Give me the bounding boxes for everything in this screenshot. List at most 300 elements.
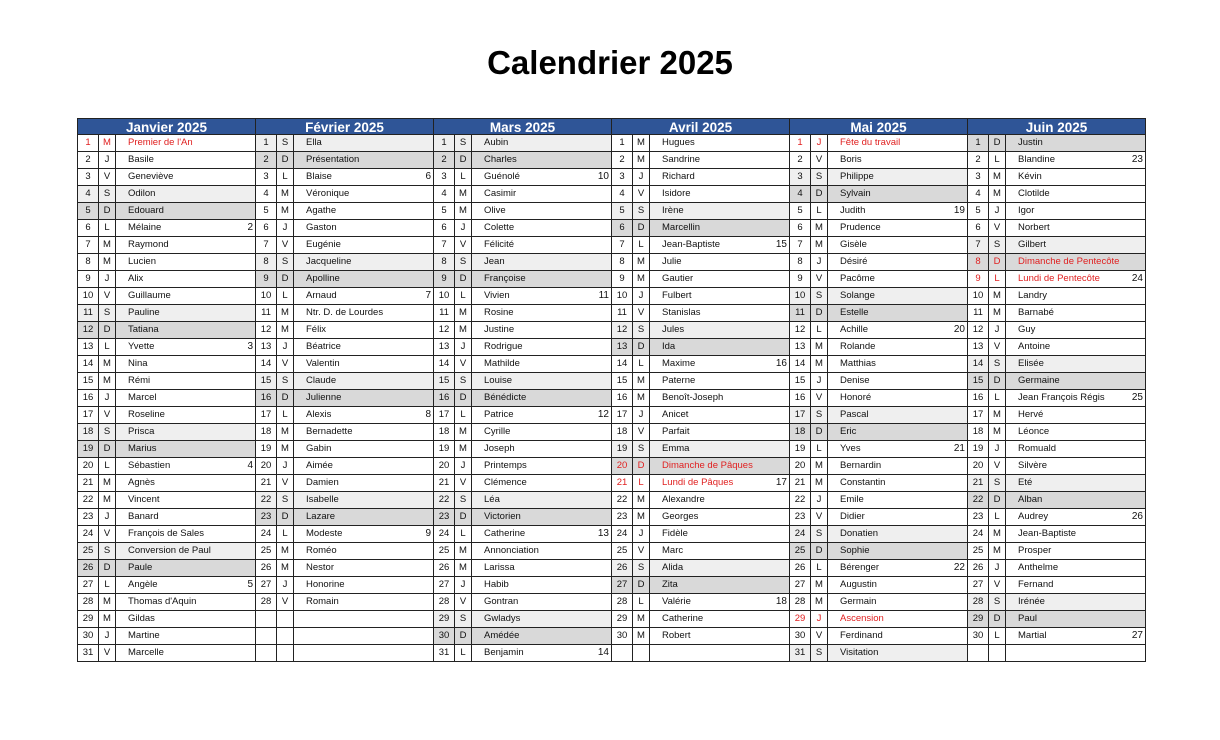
saint-name: Gontran <box>484 596 519 607</box>
saint-name: Augustin <box>840 579 877 590</box>
saint-name: Audrey <box>1018 511 1049 522</box>
saint-name: Richard <box>662 171 695 182</box>
saint-name: Banard <box>128 511 159 522</box>
day-row <box>434 492 611 509</box>
day-number: 11 <box>256 305 277 321</box>
empty-cell <box>650 645 789 661</box>
day-number: 6 <box>612 220 633 236</box>
day-row <box>434 220 611 237</box>
saint-name: Alida <box>662 562 684 573</box>
day-row <box>790 356 967 373</box>
day-number: 19 <box>612 441 633 457</box>
day-row <box>968 390 1145 407</box>
day-cell <box>1006 271 1145 287</box>
day-row <box>256 169 433 186</box>
weekday-letter: M <box>99 492 116 508</box>
saint-name: Martial <box>1018 630 1047 641</box>
day-row <box>790 237 967 254</box>
day-row <box>790 220 967 237</box>
day-number: 15 <box>256 373 277 389</box>
day-cell <box>828 152 967 168</box>
weekday-letter: M <box>455 186 472 202</box>
day-cell <box>294 560 433 576</box>
day-cell <box>650 254 789 270</box>
day-row <box>790 441 967 458</box>
day-row <box>968 271 1145 288</box>
day-cell <box>650 492 789 508</box>
saint-name: Marcellin <box>662 222 701 233</box>
weekday-letter: J <box>989 560 1006 576</box>
day-number: 16 <box>78 390 99 406</box>
day-number: 5 <box>968 203 989 219</box>
weekday-letter: M <box>811 356 828 372</box>
day-cell <box>828 237 967 253</box>
day-number: 8 <box>612 254 633 270</box>
day-number: 29 <box>968 611 989 627</box>
day-cell <box>828 254 967 270</box>
day-number: 8 <box>78 254 99 270</box>
day-cell <box>650 560 789 576</box>
day-row <box>968 220 1145 237</box>
weekday-letter: J <box>99 271 116 287</box>
weekday-letter: S <box>99 424 116 440</box>
saint-name: Dimanche de Pâques <box>662 460 753 471</box>
saint-name: Isidore <box>662 188 691 199</box>
day-number: 21 <box>78 475 99 491</box>
day-row <box>256 475 433 492</box>
saint-name: Julie <box>662 256 682 267</box>
day-number: 1 <box>78 135 99 151</box>
day-cell <box>294 186 433 202</box>
day-number: 23 <box>612 509 633 525</box>
day-row <box>256 458 433 475</box>
day-cell <box>116 543 255 559</box>
weekday-letter: S <box>99 305 116 321</box>
day-number: 28 <box>968 594 989 610</box>
day-cell <box>472 152 611 168</box>
day-number: 28 <box>790 594 811 610</box>
day-cell <box>472 237 611 253</box>
weekday-letter: M <box>633 390 650 406</box>
day-number: 18 <box>612 424 633 440</box>
day-cell <box>472 271 611 287</box>
saint-name: Aubin <box>484 137 509 148</box>
saint-name: Catherine <box>662 613 704 624</box>
weekday-letter: J <box>99 390 116 406</box>
day-number: 25 <box>434 543 455 559</box>
day-row <box>78 441 255 458</box>
day-row <box>968 560 1145 577</box>
day-number: 18 <box>790 424 811 440</box>
day-number: 29 <box>434 611 455 627</box>
day-cell <box>472 594 611 610</box>
day-number: 17 <box>78 407 99 423</box>
day-cell <box>116 594 255 610</box>
day-number: 27 <box>256 577 277 593</box>
day-cell <box>650 577 789 593</box>
day-number: 28 <box>612 594 633 610</box>
day-number: 8 <box>256 254 277 270</box>
day-number: 30 <box>78 628 99 644</box>
day-number: 1 <box>434 135 455 151</box>
empty-cell <box>294 645 433 661</box>
day-cell <box>472 288 611 304</box>
day-number: 6 <box>434 220 455 236</box>
day-row <box>612 628 789 645</box>
day-row <box>78 356 255 373</box>
day-number: 21 <box>790 475 811 491</box>
saint-name: Solange <box>840 290 875 301</box>
day-number: 2 <box>968 152 989 168</box>
day-number: 13 <box>434 339 455 355</box>
day-cell <box>650 305 789 321</box>
weekday-letter: J <box>633 526 650 542</box>
weekday-letter: M <box>277 322 294 338</box>
day-row <box>612 424 789 441</box>
weekday-letter: L <box>99 577 116 593</box>
day-number: 26 <box>434 560 455 576</box>
day-cell <box>1006 492 1145 508</box>
saint-name: Donatien <box>840 528 879 539</box>
day-row <box>612 645 789 662</box>
day-number: 2 <box>790 152 811 168</box>
saint-name: Fidèle <box>662 528 688 539</box>
weekday-letter: L <box>811 322 828 338</box>
weekday-letter: D <box>811 186 828 202</box>
saint-name: Visitation <box>840 647 879 658</box>
saint-name: Kévin <box>1018 171 1042 182</box>
saint-name: Victorien <box>484 511 521 522</box>
day-cell <box>828 509 967 525</box>
day-cell <box>294 543 433 559</box>
saint-name: Rémi <box>128 375 151 386</box>
weekday-letter: D <box>989 254 1006 270</box>
weekday-letter: L <box>633 356 650 372</box>
weekday-letter: M <box>99 594 116 610</box>
day-cell <box>472 475 611 491</box>
day-number: 30 <box>612 628 633 644</box>
day-row <box>790 135 967 152</box>
saint-name: Ella <box>306 137 322 148</box>
day-row <box>612 407 789 424</box>
day-number: 30 <box>434 628 455 644</box>
day-number: 26 <box>256 560 277 576</box>
empty-cell <box>277 611 294 627</box>
day-row <box>256 424 433 441</box>
weekday-letter: M <box>633 509 650 525</box>
saint-name: Igor <box>1018 205 1035 216</box>
day-row <box>434 458 611 475</box>
weekday-letter: M <box>989 186 1006 202</box>
empty-cell <box>612 645 633 661</box>
saint-name: Lundi de Pâques <box>662 477 734 488</box>
day-cell <box>650 288 789 304</box>
day-cell <box>472 492 611 508</box>
day-row <box>968 407 1145 424</box>
weekday-letter: V <box>811 390 828 406</box>
day-number: 9 <box>790 271 811 287</box>
weekday-letter: D <box>989 611 1006 627</box>
day-cell <box>1006 543 1145 559</box>
day-number: 16 <box>790 390 811 406</box>
saint-name: Rolande <box>840 341 876 352</box>
saint-name: Clémence <box>484 477 527 488</box>
saint-name: Agnès <box>128 477 155 488</box>
day-row <box>434 645 611 662</box>
day-row <box>612 237 789 254</box>
day-row <box>968 611 1145 628</box>
day-number: 12 <box>612 322 633 338</box>
weekday-letter: D <box>455 509 472 525</box>
day-cell <box>828 373 967 389</box>
day-row <box>790 594 967 611</box>
day-cell <box>828 288 967 304</box>
weekday-letter: S <box>277 373 294 389</box>
saint-name: Françoise <box>484 273 526 284</box>
weekday-letter: S <box>811 169 828 185</box>
day-row <box>78 203 255 220</box>
day-number: 6 <box>968 220 989 236</box>
day-row <box>256 526 433 543</box>
day-row <box>612 594 789 611</box>
day-row <box>612 509 789 526</box>
day-row <box>968 305 1145 322</box>
saint-name: Lucien <box>128 256 156 267</box>
day-number: 27 <box>434 577 455 593</box>
weekday-letter: L <box>633 237 650 253</box>
day-cell <box>1006 135 1145 151</box>
day-cell <box>116 305 255 321</box>
day-cell <box>116 373 255 389</box>
day-number: 5 <box>78 203 99 219</box>
day-cell <box>1006 254 1145 270</box>
day-number: 12 <box>790 322 811 338</box>
day-number: 12 <box>78 322 99 338</box>
day-cell <box>472 407 611 423</box>
day-cell <box>472 373 611 389</box>
weekday-letter: S <box>455 254 472 270</box>
day-row <box>968 322 1145 339</box>
saint-name: Martine <box>128 630 160 641</box>
weekday-letter: L <box>989 390 1006 406</box>
day-cell <box>116 509 255 525</box>
weekday-letter: D <box>277 390 294 406</box>
weekday-letter: M <box>811 577 828 593</box>
day-number: 20 <box>790 458 811 474</box>
day-row <box>968 628 1145 645</box>
weekday-letter: M <box>277 186 294 202</box>
day-row <box>256 288 433 305</box>
day-number: 11 <box>968 305 989 321</box>
saint-name: Isabelle <box>306 494 339 505</box>
day-cell <box>294 475 433 491</box>
weekday-letter: M <box>811 339 828 355</box>
weekday-letter: J <box>99 152 116 168</box>
weekday-letter: V <box>811 271 828 287</box>
day-number: 11 <box>434 305 455 321</box>
weekday-letter: V <box>99 407 116 423</box>
day-row <box>968 594 1145 611</box>
day-cell <box>828 305 967 321</box>
weekday-letter: D <box>99 203 116 219</box>
day-row <box>434 169 611 186</box>
day-number: 26 <box>790 560 811 576</box>
day-cell <box>828 577 967 593</box>
day-cell <box>650 441 789 457</box>
saint-name: Basile <box>128 154 154 165</box>
day-number: 14 <box>612 356 633 372</box>
weekday-letter: M <box>99 611 116 627</box>
day-row <box>256 186 433 203</box>
weekday-letter: V <box>277 356 294 372</box>
day-cell <box>294 305 433 321</box>
day-cell <box>1006 356 1145 372</box>
day-row <box>256 390 433 407</box>
saint-name: Germaine <box>1018 375 1060 386</box>
weekday-letter: M <box>277 424 294 440</box>
saint-name: Alexis <box>306 409 332 420</box>
day-row <box>78 628 255 645</box>
week-number: 15 <box>775 239 787 250</box>
day-row <box>256 220 433 237</box>
saint-name: Denise <box>840 375 870 386</box>
day-cell <box>1006 373 1145 389</box>
saint-name: Modeste <box>306 528 343 539</box>
day-cell <box>116 135 255 151</box>
weekday-letter: V <box>989 458 1006 474</box>
day-number: 27 <box>790 577 811 593</box>
day-row <box>790 577 967 594</box>
weekday-letter: J <box>633 407 650 423</box>
week-number: 20 <box>953 324 965 335</box>
saint-name: Eugénie <box>306 239 341 250</box>
day-number: 13 <box>968 339 989 355</box>
day-row <box>434 628 611 645</box>
day-row <box>790 322 967 339</box>
weekday-letter: V <box>277 237 294 253</box>
saint-name: Benoît-Joseph <box>662 392 724 403</box>
week-number: 17 <box>775 477 787 488</box>
day-cell <box>650 458 789 474</box>
day-number: 18 <box>434 424 455 440</box>
saint-name: Pauline <box>128 307 160 318</box>
saint-name: Yvette <box>128 341 155 352</box>
day-cell <box>294 492 433 508</box>
day-cell <box>1006 509 1145 525</box>
month-column <box>78 118 256 662</box>
saint-name: Irénée <box>1018 596 1045 607</box>
saint-name: Romain <box>306 596 339 607</box>
weekday-letter: J <box>455 458 472 474</box>
saint-name: Barnabé <box>1018 307 1054 318</box>
day-number: 16 <box>256 390 277 406</box>
saint-name: Thomas d'Aquin <box>128 596 197 607</box>
day-row <box>434 560 611 577</box>
saint-name: Hervé <box>1018 409 1044 420</box>
day-number: 25 <box>968 543 989 559</box>
saint-name: Ferdinand <box>840 630 883 641</box>
day-row <box>612 543 789 560</box>
day-number: 3 <box>78 169 99 185</box>
day-number: 3 <box>968 169 989 185</box>
day-number: 7 <box>790 237 811 253</box>
weekday-letter: S <box>989 594 1006 610</box>
weekday-letter: S <box>989 237 1006 253</box>
saint-name: Félicité <box>484 239 515 250</box>
day-row <box>968 645 1145 662</box>
saint-name: Honorine <box>306 579 345 590</box>
day-row <box>790 169 967 186</box>
day-number: 17 <box>790 407 811 423</box>
day-row <box>78 577 255 594</box>
saint-name: Vivien <box>484 290 510 301</box>
weekday-letter: J <box>277 577 294 593</box>
day-cell <box>294 322 433 338</box>
saint-name: Marcelle <box>128 647 164 658</box>
saint-name: Achille <box>840 324 868 335</box>
saint-name: Gilbert <box>1018 239 1046 250</box>
day-cell <box>294 288 433 304</box>
saint-name: Sébastien <box>128 460 171 471</box>
empty-cell <box>256 645 277 661</box>
saint-name: Printemps <box>484 460 527 471</box>
day-cell <box>294 407 433 423</box>
day-row <box>434 186 611 203</box>
day-number: 12 <box>256 322 277 338</box>
week-number: 18 <box>775 596 787 607</box>
day-cell <box>828 526 967 542</box>
day-cell <box>1006 152 1145 168</box>
day-row <box>968 441 1145 458</box>
day-cell <box>116 611 255 627</box>
day-row <box>968 526 1145 543</box>
day-number: 4 <box>790 186 811 202</box>
day-number: 23 <box>434 509 455 525</box>
day-cell <box>472 628 611 644</box>
month-header: Mai 2025 <box>790 118 967 135</box>
day-number: 16 <box>434 390 455 406</box>
day-number: 26 <box>78 560 99 576</box>
day-cell <box>1006 322 1145 338</box>
weekday-letter: L <box>811 441 828 457</box>
weekday-letter: S <box>455 611 472 627</box>
day-cell <box>828 339 967 355</box>
saint-name: Larissa <box>484 562 515 573</box>
day-number: 14 <box>78 356 99 372</box>
week-number: 7 <box>425 290 431 301</box>
day-number: 13 <box>256 339 277 355</box>
day-row <box>968 356 1145 373</box>
weekday-letter: M <box>99 237 116 253</box>
saint-name: Benjamin <box>484 647 524 658</box>
day-number: 18 <box>968 424 989 440</box>
day-row <box>78 339 255 356</box>
saint-name: Yves <box>840 443 861 454</box>
day-row <box>434 475 611 492</box>
weekday-letter: L <box>989 152 1006 168</box>
day-cell <box>650 135 789 151</box>
saint-name: Tatiana <box>128 324 159 335</box>
saint-name: Pacôme <box>840 273 875 284</box>
day-row <box>968 492 1145 509</box>
weekday-letter: V <box>455 356 472 372</box>
day-cell <box>116 577 255 593</box>
saint-name: Elisée <box>1018 358 1044 369</box>
day-cell <box>650 543 789 559</box>
day-cell <box>294 424 433 440</box>
day-cell <box>116 220 255 236</box>
day-number: 19 <box>78 441 99 457</box>
